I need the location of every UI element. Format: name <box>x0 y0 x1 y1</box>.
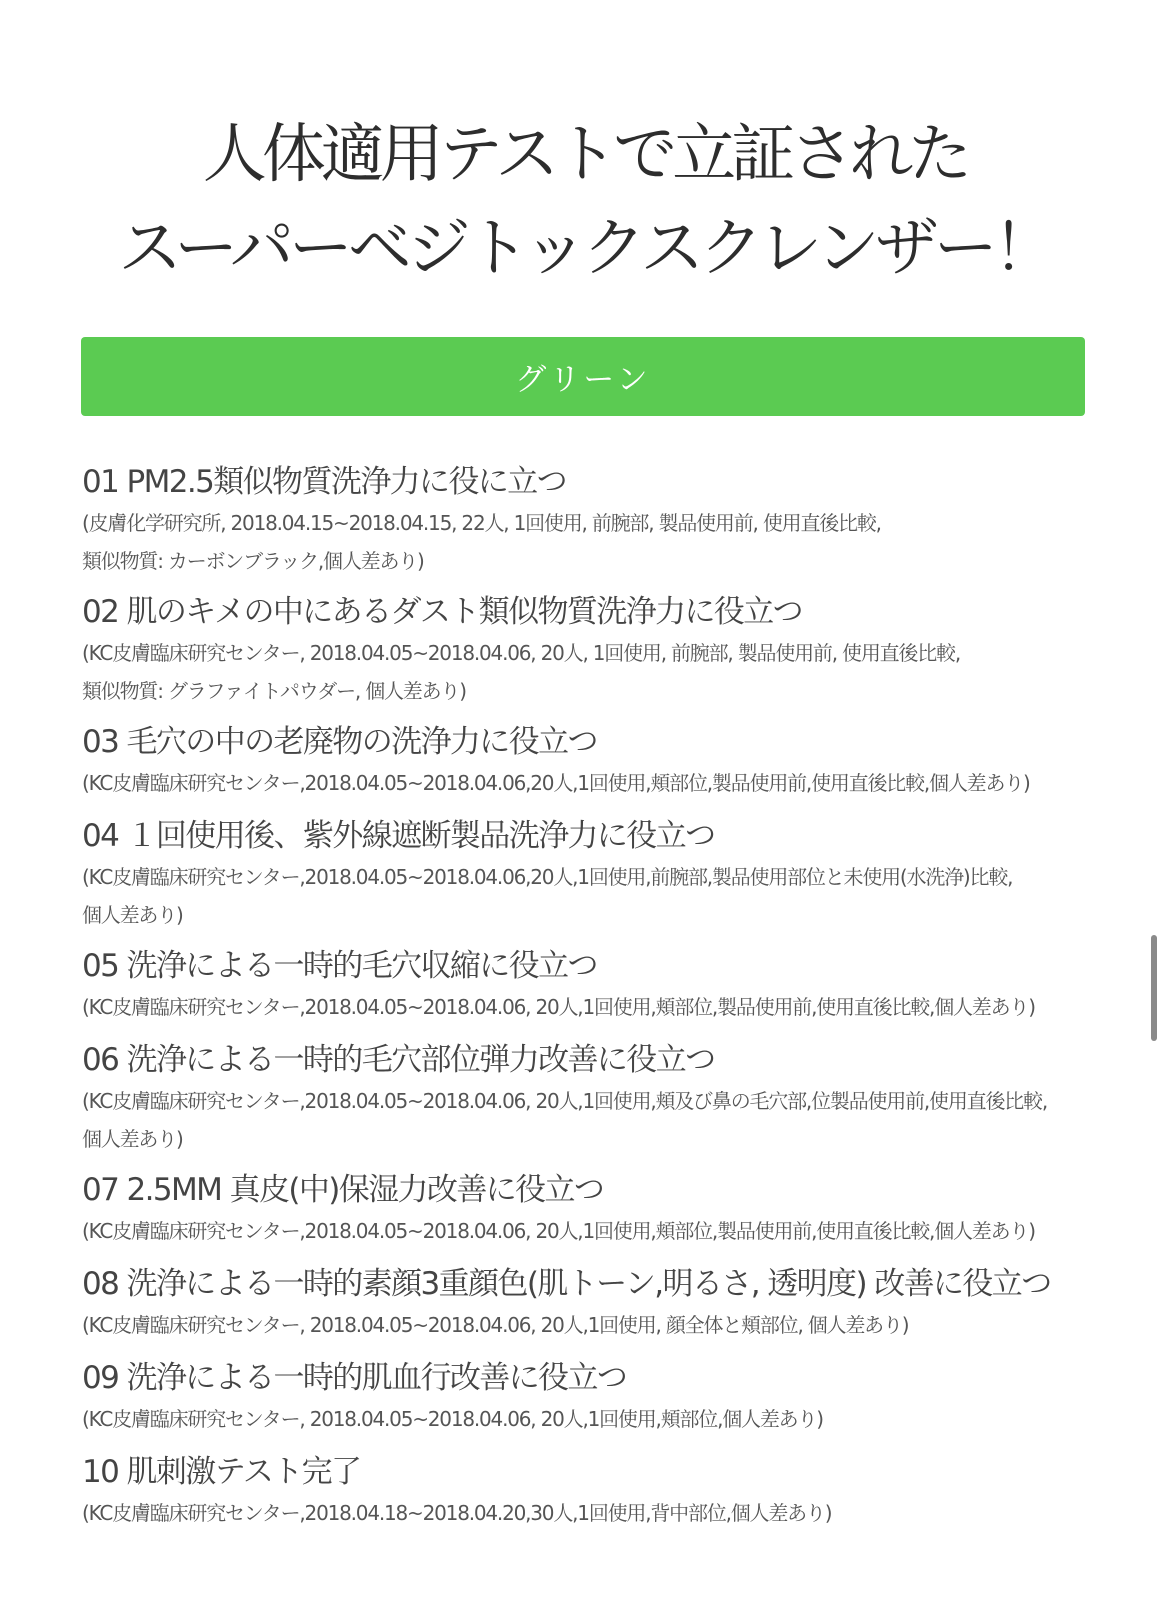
claim-title: 06 洗浄による一時的毛穴部位弾力改善に役立つ <box>82 1042 715 1078</box>
page-headline <box>0 108 1170 296</box>
claim-detail <box>82 858 1142 934</box>
claim-detail-line: (KC皮膚臨床研究センター,2018.04.05~2018.04.06, 20人,1回使用,頬及び鼻の毛穴部,位製品使用前,使用直後比較, <box>82 1089 1048 1113</box>
claim-title: 08 洗浄による一時的素顔3重顔色(肌トーン,明るさ, 透明度) 改善に役立つ <box>82 1266 1051 1302</box>
claim-title: 03 毛穴の中の老廃物の洗浄力に役立つ <box>82 724 597 760</box>
claim-title: 07 2.5MM 真皮(中)保湿力改善に役立つ <box>82 1172 604 1208</box>
claim-title: 04 １回使用後、紫外線遮断製品洗浄力に役立つ <box>82 818 715 854</box>
claim-detail-line: (KC皮膚臨床研究センター,2018.04.05~2018.04.06, 20人,1回使用,頬部位,製品使用前,使用直後比較,個人差あり) <box>82 995 1035 1019</box>
claim-detail-line: (KC皮膚臨床研究センター, 2018.04.05~2018.04.06, 20人,1回使用,頬部位,個人差あり) <box>82 1407 823 1431</box>
claim-item <box>82 592 1142 710</box>
claim-item <box>82 946 1142 1026</box>
claim-title: 05 洗浄による一時的毛穴収縮に役立つ <box>82 948 597 984</box>
claim-detail-line: (皮膚化学研究所, 2018.04.15~2018.04.15, 22人, 1回使用, 前腕部, 製品使用前, 使用直後比較, <box>82 511 881 535</box>
claim-detail-line: (KC皮膚臨床研究センター,2018.04.05~2018.04.06,20人,1回使用,頬部位,製品使用前,使用直後比較,個人差あり) <box>82 771 1030 795</box>
scrollbar-thumb[interactable] <box>1151 935 1157 1041</box>
claim-item <box>82 1170 1142 1250</box>
claim-detail <box>82 1306 1142 1344</box>
claim-item <box>82 722 1142 802</box>
claim-title: 02 肌のキメの中にあるダスト類似物質洗浄力に役立つ <box>82 594 803 630</box>
claim-detail <box>82 634 1142 710</box>
claim-title: 01 PM2.5類似物質洗浄力に役に立つ <box>82 464 567 500</box>
claim-detail <box>82 1400 1142 1438</box>
green-variant-label: グリーン <box>515 362 651 398</box>
claim-item <box>82 1040 1142 1158</box>
claim-detail-line: 類似物質: カーボンブラック,個人差あり) <box>82 549 424 573</box>
claim-detail-line: (KC皮膚臨床研究センター,2018.04.05~2018.04.06,20人,1回使用,前腕部,製品使用部位と未使用(水洗浄)比較, <box>82 865 1013 889</box>
claim-item <box>82 1264 1142 1344</box>
claim-detail <box>82 1082 1142 1158</box>
claim-detail <box>82 1494 1142 1532</box>
claim-item <box>82 1452 1142 1532</box>
claim-detail-line: (KC皮膚臨床研究センター, 2018.04.05~2018.04.06, 20人, 1回使用, 前腕部, 製品使用前, 使用直後比較, <box>82 641 960 665</box>
claim-title: 09 洗浄による一時的肌血行改善に役立つ <box>82 1360 627 1396</box>
headline-line-1: 人体適用テストで立証された <box>202 118 968 192</box>
claim-detail-line: 個人差あり) <box>82 903 183 927</box>
claim-detail <box>82 504 1142 580</box>
claim-detail <box>82 764 1142 802</box>
claim-title: 10 肌刺激テスト完了 <box>82 1454 361 1490</box>
headline-line-2: スーパーベジトックスクレンザー！ <box>118 212 1052 286</box>
claim-detail-line: 個人差あり) <box>82 1127 183 1151</box>
claim-item <box>82 1358 1142 1438</box>
green-variant-button[interactable] <box>81 337 1085 416</box>
claim-detail-line: (KC皮膚臨床研究センター, 2018.04.05~2018.04.06, 20人,1回使用, 顔全体と頬部位, 個人差あり) <box>82 1313 909 1337</box>
claim-detail-line: 類似物質: グラファイトパウダー, 個人差あり) <box>82 679 466 703</box>
claim-item <box>82 462 1142 580</box>
claim-detail <box>82 1212 1142 1250</box>
claim-detail-line: (KC皮膚臨床研究センター,2018.04.05~2018.04.06, 20人,1回使用,頬部位,製品使用前,使用直後比較,個人差あり) <box>82 1219 1035 1243</box>
claim-detail-line: (KC皮膚臨床研究センター,2018.04.18~2018.04.20,30人,1回使用,背中部位,個人差あり) <box>82 1501 832 1525</box>
claim-item <box>82 816 1142 934</box>
claim-detail <box>82 988 1142 1026</box>
